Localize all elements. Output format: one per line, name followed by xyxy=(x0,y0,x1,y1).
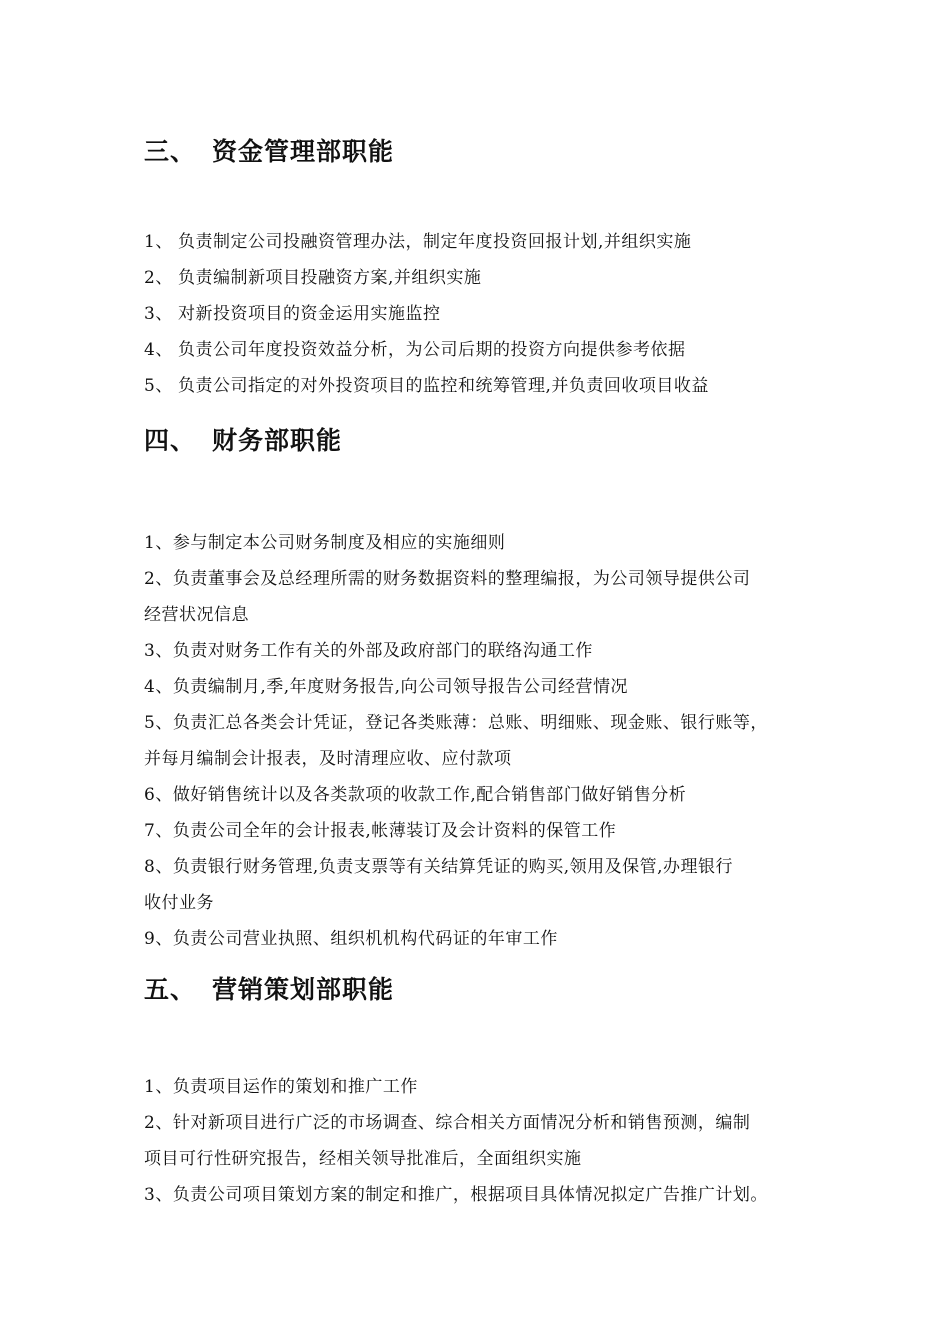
section-heading xyxy=(144,975,834,1005)
section-items xyxy=(144,1069,834,1213)
list-item-continuation: 收付业务 xyxy=(144,893,214,913)
list-item: 3、负责对财务工作有关的外部及政府部门的联络沟通工作 xyxy=(144,641,593,661)
list-item: 2、负责董事会及总经理所需的财务数据资料的整理编报，为公司领导提供公司 xyxy=(144,569,751,589)
list-item: 5、 负责公司指定的对外投资项目的监控和统筹管理,并负责回收项目收益 xyxy=(144,376,709,396)
list-item-continuation: 项目可行性研究报告，经相关领导批准后，全面组织实施 xyxy=(144,1149,582,1169)
section-title: 财务部职能 xyxy=(212,426,343,455)
list-item-continuation: 并每月编制会计报表，及时清理应收、应付款项 xyxy=(144,749,512,769)
list-item-continuation: 经营状况信息 xyxy=(144,605,249,625)
list-item: 2、针对新项目进行广泛的市场调查、综合相关方面情况分析和销售预测，编制 xyxy=(144,1113,751,1133)
section-heading xyxy=(144,426,834,456)
list-item: 1、 负责制定公司投融资管理办法，制定年度投资回报计划,并组织实施 xyxy=(144,232,692,252)
section-marketing xyxy=(144,975,834,1213)
list-item: 9、负责公司营业执照、组织机机构代码证的年审工作 xyxy=(144,929,558,949)
section-number: 四、 xyxy=(144,426,197,455)
list-item: 3、负责公司项目策划方案的制定和推广，根据项目具体情况拟定广告推广计划。 xyxy=(144,1185,768,1205)
section-items xyxy=(144,525,834,957)
list-item: 1、参与制定本公司财务制度及相应的实施细则 xyxy=(144,533,506,553)
section-heading xyxy=(144,137,834,167)
list-item: 6、做好销售统计以及各类款项的收款工作,配合销售部门做好销售分析 xyxy=(144,785,687,805)
section-finance xyxy=(144,426,834,957)
section-number: 三、 xyxy=(144,137,197,166)
section-title: 营销策划部职能 xyxy=(212,975,395,1004)
section-number: 五、 xyxy=(144,975,197,1004)
list-item: 1、负责项目运作的策划和推广工作 xyxy=(144,1077,418,1097)
list-item: 5、负责汇总各类会计凭证，登记各类账薄：总账、明细账、现金账、银行账等， xyxy=(144,713,768,733)
list-item: 8、负责银行财务管理,负责支票等有关结算凭证的购买,领用及保管,办理银行 xyxy=(144,857,734,877)
list-item: 3、 对新投资项目的资金运用实施监控 xyxy=(144,304,441,324)
list-item: 7、负责公司全年的会计报表,帐薄装订及会计资料的保管工作 xyxy=(144,821,617,841)
section-fund-management xyxy=(144,137,834,404)
list-item: 4、 负责公司年度投资效益分析，为公司后期的投资方向提供参考依据 xyxy=(144,340,686,360)
section-items xyxy=(144,224,834,404)
list-item: 2、 负责编制新项目投融资方案,并组织实施 xyxy=(144,268,482,288)
list-item: 4、负责编制月,季,年度财务报告,向公司领导报告公司经营情况 xyxy=(144,677,629,697)
section-title: 资金管理部职能 xyxy=(212,137,395,166)
